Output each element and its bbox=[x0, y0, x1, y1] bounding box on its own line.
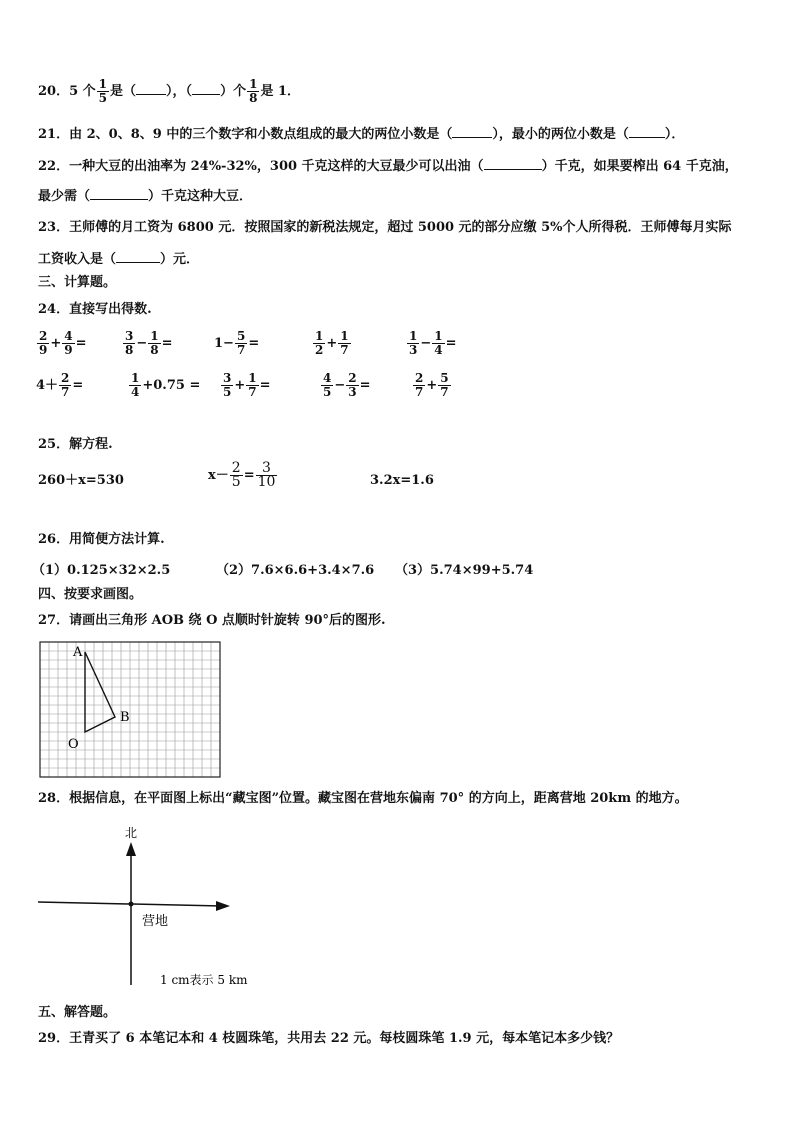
label-b: B bbox=[120, 710, 130, 725]
equation-1: 260＋x=530 bbox=[38, 473, 124, 488]
fraction: $\frac{3}{8}$ bbox=[125, 329, 134, 357]
q24-expression: $\frac{2}{9}$ + $\frac{4}{9}$ = bbox=[39, 329, 87, 357]
blank[interactable] bbox=[629, 124, 665, 138]
label-o: O bbox=[68, 737, 79, 752]
question-21: 21．由 2、0、8、9 中的三个数字和小数点组成的最大的两位小数是（ ），最小的两位小数是（ ）． bbox=[38, 124, 684, 144]
equation-3: 3.2x=1.6 bbox=[370, 473, 434, 488]
scale-label: 1 cm表示 5 km bbox=[160, 973, 248, 987]
fraction-1-8: $\frac{1}{8}$ bbox=[249, 77, 258, 105]
question-24-title: 24．直接写出得数. bbox=[38, 302, 152, 317]
blank[interactable] bbox=[192, 81, 220, 95]
equation-2: x－ $\frac{2}{5}$ = $\frac{3}{10}$ bbox=[208, 460, 276, 490]
fraction: $\frac{1}{8}$ bbox=[150, 329, 159, 357]
fraction: $\frac{1}{7}$ bbox=[340, 329, 349, 357]
camp-point bbox=[129, 902, 134, 907]
question-28-title: 28．根据信息，在平面图上标出“藏宝图”位置。藏宝图在营地东偏南 70° 的方向上，距离营地 20km 的地方。 bbox=[38, 791, 688, 806]
q24-expression: $\frac{3}{5}$ + $\frac{1}{7}$ = bbox=[223, 371, 271, 399]
fraction-2-5: $\frac{2}{5}$ bbox=[231, 460, 241, 490]
blank[interactable] bbox=[452, 124, 492, 138]
compass-map[interactable] bbox=[36, 820, 256, 990]
fraction: $\frac{1}{2}$ bbox=[315, 329, 324, 357]
fraction: $\frac{5}{7}$ bbox=[440, 371, 449, 399]
question-26-title: 26．用简便方法计算. bbox=[38, 532, 165, 547]
q24-expression: $\frac{2}{7}$ + $\frac{5}{7}$ bbox=[415, 371, 449, 399]
section-4-heading: 四、按要求画图。 bbox=[38, 587, 143, 602]
fraction: $\frac{1}{4}$ bbox=[434, 329, 443, 357]
question-29: 29．王青买了 6 本笔记本和 4 枝圆珠笔，共用去 22 元。每枝圆珠笔 1.9 元，每本笔记本多少钱？ bbox=[38, 1031, 620, 1046]
calc-1: （1）0.125×32×2.5 bbox=[32, 563, 171, 578]
blank[interactable] bbox=[484, 156, 542, 170]
fraction: $\frac{5}{7}$ bbox=[236, 329, 246, 357]
fraction: $\frac{3}{5}$ bbox=[223, 371, 232, 399]
label-a: A bbox=[73, 645, 83, 660]
q24-expression: $\frac{4}{5}$ − $\frac{2}{3}$ = bbox=[323, 371, 371, 399]
q20-text-1: 20．5 个 bbox=[38, 84, 96, 99]
fraction: $\frac{1}{3}$ bbox=[409, 329, 418, 357]
q24-expression: 4＋ $\frac{2}{7}$ = bbox=[36, 371, 84, 399]
section-5-heading: 五、解答题。 bbox=[38, 1005, 117, 1020]
camp-label: 营地 bbox=[142, 914, 169, 929]
calc-2: （2）7.6×6.6+3.4×7.6 bbox=[216, 563, 375, 578]
blank[interactable] bbox=[136, 81, 166, 95]
fraction: $\frac{2}{7}$ bbox=[61, 371, 70, 399]
fraction: $\frac{4}{9}$ bbox=[64, 329, 73, 357]
calc-3: （3）5.74×99+5.74 bbox=[395, 563, 534, 578]
q24-expression: $\frac{1}{2}$ + $\frac{1}{7}$ bbox=[315, 329, 349, 357]
north-arrow-icon bbox=[126, 842, 136, 856]
grid-diagram[interactable] bbox=[38, 640, 224, 780]
east-arrow-icon bbox=[216, 901, 230, 911]
question-20: 20．5 个 $\frac{1}{5}$ 是（ ），（ ）个 $\frac{1}{8}$ 是 1． bbox=[38, 77, 301, 105]
blank[interactable] bbox=[116, 249, 160, 263]
grid-lines bbox=[40, 642, 220, 777]
fraction: $\frac{1}{7}$ bbox=[248, 371, 257, 399]
question-22-line-2: 最少需（ ）千克这种大豆． bbox=[38, 186, 252, 206]
q24-expression: 1− $\frac{5}{7}$ = bbox=[214, 329, 260, 357]
fraction: $\frac{1}{4}$ bbox=[131, 371, 140, 399]
triangle-aob bbox=[85, 652, 115, 732]
blank[interactable] bbox=[90, 186, 148, 200]
q24-expression: $\frac{3}{8}$ − $\frac{1}{8}$ = bbox=[125, 329, 173, 357]
fraction-3-10: $\frac{3}{10}$ bbox=[257, 460, 276, 490]
fraction-1-5: $\frac{1}{5}$ bbox=[98, 77, 108, 105]
question-25-title: 25．解方程. bbox=[38, 437, 113, 452]
fraction: $\frac{4}{5}$ bbox=[323, 371, 332, 399]
fraction: $\frac{2}{7}$ bbox=[415, 371, 424, 399]
question-23-line-2: 工资收入是（ ）元． bbox=[38, 249, 199, 269]
q24-expression: $\frac{1}{3}$ − $\frac{1}{4}$ = bbox=[409, 329, 457, 357]
section-3-heading: 三、计算题。 bbox=[38, 275, 117, 290]
question-27-title: 27．请画出三角形 AOB 绕 O 点顺时针旋转 90°后的图形. bbox=[38, 613, 386, 628]
fraction: $\frac{2}{3}$ bbox=[348, 371, 357, 399]
question-23-line-1: 23．王师傅的月工资为 6800 元．按照国家的新税法规定，超过 5000 元的部分应缴 5%个人所得税．王师傅每月实际 bbox=[38, 220, 732, 235]
north-label: 北 bbox=[125, 826, 138, 840]
q24-expression: $\frac{1}{4}$ +0.75 = bbox=[131, 371, 201, 399]
question-22-line-1: 22．一种大豆的出油率为 24%-32%，300 千克这样的大豆最少可以出油（ ）千克，如果要榨出 64 千克油， bbox=[38, 156, 738, 176]
fraction: $\frac{2}{9}$ bbox=[39, 329, 48, 357]
